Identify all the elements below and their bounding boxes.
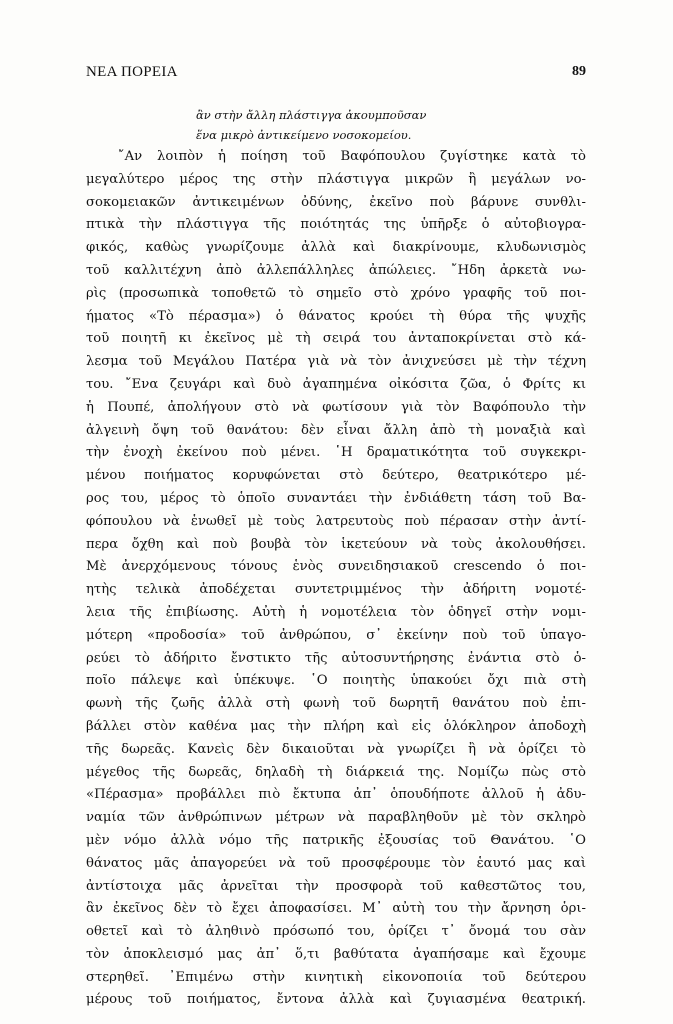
running-title: ΝΕΑ ΠΟΡΕΙΑ [86, 64, 178, 80]
text-line: περα ὄχθη καὶ ποὺ βουβὰ τὸν ἱκετεύουν νὰ τοὺς ἀκολουθήσει. [86, 536, 586, 552]
text-line: μεγαλύτερο μέρος της στὴν πλάστιγγα μικρῶν ἢ μεγάλων νο- [86, 171, 586, 187]
text-line: Μὲ ἀνερχόμενους τόνους ἑνὸς συνειδησιακοῦ crescendo ὁ ποι- [86, 559, 586, 575]
text-line: ήματος «Τὸ πέρασμα») ὁ θάνατος κρούει τὴ θύρα τῆς ψυχῆς [86, 308, 586, 324]
epigraph [196, 105, 516, 145]
text-line: ἂν ἐκεῖνος δὲν τὸ ἔχει ἀποφασίσει. Μ᾿ αὐτὴ του τὴν ἄρνηση ὁρι- [86, 901, 586, 917]
text-line: ρεύει τὸ ἀδήριτο ἔνστικτο τῆς αὐτοσυντήρησης ἐνάντια στὸ ὁ- [86, 650, 586, 666]
text-line: ἡ Πουπέ, ἀπολήγουν στὸ νὰ φωτίσουν γιὰ τὸν Βαφόπουλο τὴν [86, 399, 586, 415]
text-line: τὴν ἐνοχὴ ἐκείνου ποὺ μένει. ῾Η δραματικότητα τοῦ συγκεκρι- [86, 445, 586, 461]
text-line: ρὶς (προσωπικὰ τοποθετῶ τὸ σημεῖο στὸ χρόνο γραφῆς τοῦ ποι- [86, 285, 586, 301]
text-line: ποῖο πάλεψε καὶ ὑπέκυψε. ῾Ο ποιητὴς ὑπακούει ὄχι πιὰ στὴ [86, 673, 586, 689]
text-line: λεια τῆς ἐπιβίωσης. Αὐτὴ ἡ νομοτέλεια τὸν ὁδηγεῖ στὴν νομι- [86, 604, 586, 620]
text-line: θάνατος μᾶς ἀπαγορεύει νὰ τοῦ προσφέρουμε τὸν ἑαυτό μας καὶ [86, 855, 586, 871]
text-line: στερηθεῖ. ᾿Επιμένω στὴν κινητικὴ εἰκονοποιία τοῦ δεύτερου [86, 969, 586, 985]
epigraph-line: ἂν στὴν ἄλλη πλάστιγγα ἀκουμποῦσαν [196, 108, 427, 122]
text-line: πτικὰ τὴν πλάστιγγα τῆς ποιότητάς της ὑπῆρξε ὁ αὐτοβιογρα- [86, 217, 586, 233]
body-paragraph [86, 146, 586, 1012]
text-line: τοῦ καλλιτέχνη ἀπὸ ἀλλεπάλληλες ἀπώλειες. ῎Ηδη ἀρκετὰ νω- [86, 262, 586, 278]
text-line: «Πέρασμα» προβάλλει πιὸ ἔκτυπα ἀπ᾿ ὁπουδήποτε ἀλλοῦ ἡ ἀδυ- [86, 787, 586, 803]
text-line: μέρους τοῦ ποιήματος, ἔντονα ἀλλὰ καὶ ζυγιασμένα θεατρική. [86, 992, 586, 1008]
text-line: τοῦ ποιητῆ κι ἐκεῖνος μὲ τὴ σειρά του ἀνταποκρίνεται στὸ κά- [86, 331, 586, 347]
text-line: ἀντίστοιχα μᾶς ἀρνεῖται τὴν προσφορὰ τοῦ καθεστῶτος του, [86, 878, 586, 894]
text-line: σοκομειακῶν ἀντικειμένων ὀδύνης, ἐκεῖνο ποὺ βάρυνε συνθλι- [86, 194, 586, 210]
text-line: μέγεθος τῆς δωρεᾶς, δηλαδὴ τὴ διάρκειά της. Νομίζω πὼς στὸ [86, 764, 586, 780]
text-line: βάλλει στὸν καθένα μας τὴν πλήρη καὶ εἰς ὁλόκληρον ἀποδοχὴ [86, 718, 586, 734]
text-line: ἀλγεινὴ ὄψη τοῦ θανάτου: δὲν εἶναι ἄλλη ἀπὸ τὴ μοναξιὰ καὶ [86, 422, 586, 438]
text-line: μὲν νόμο ἀλλὰ νόμο τῆς πατρικῆς ἐξουσίας τοῦ Θανάτου. ῾Ο [86, 832, 586, 848]
text-line: ῎Αν λοιπὸν ἡ ποίηση τοῦ Βαφόπουλου ζυγίστηκε κατὰ τὸ [118, 149, 586, 164]
text-line: μένου ποιήματος κορυφώνεται στὸ δεύτερο, θεατρικότερο μέ- [86, 468, 586, 484]
text-line: φωνὴ τῆς ζωῆς ἀλλὰ στὴ φωνὴ τοῦ δωρητῆ θανάτου ποὺ ἐπι- [86, 696, 586, 712]
text-line: του. ῎Ενα ζευγάρι καὶ δυὸ ἀγαπημένα οἰκόσιτα ζῶα, ὁ Φρίτς κι [86, 376, 586, 392]
text-line: μότερη «προδοσία» τοῦ ἀνθρώπου, σ᾿ ἐκείνην ποὺ τοῦ ὑπαγο- [86, 627, 586, 643]
page-number: 89 [572, 64, 586, 79]
epigraph-line: ἕνα μικρὸ ἀντικείμενο νοσοκομείου. [196, 128, 412, 142]
text-line: τὸν ἀποκλεισμό μας ἀπ᾿ ὅ,τι βαθύτατα ἀγαπήσαμε καὶ ἔχουμε [86, 946, 586, 962]
text-line: φικός, καθὼς γνωρίζουμε ἀλλὰ καὶ διακρίνουμε, κλυδωνισμὸς [86, 240, 586, 256]
text-line: ητὴς τελικὰ ἀποδέχεται συντετριμμένος τὴν ἀδήριτη νομοτέ- [86, 582, 586, 598]
page-header [86, 64, 586, 84]
text-line: ρος του, μέρος τὸ ὁποῖο συναντάει τὴν ἐνδιάθετη τάση τοῦ Βα- [86, 490, 586, 506]
text-line: φόπουλου νὰ ἑνωθεῖ μὲ τοὺς λατρευτοὺς ποὺ πέρασαν στὴν ἀντί- [86, 513, 586, 529]
text-line: ναμία τῶν ἀνθρώπινων μέτρων νὰ παραβληθοῦν μὲ τὸν σκληρὸ [86, 810, 586, 826]
text-line: λεσμα τοῦ Μεγάλου Πατέρα γιὰ νὰ τὸν ἀνιχνεύσει μὲ τὴν τέχνη [86, 354, 586, 370]
text-line: οθετεῖ καὶ τὸ ἀληθινὸ πρόσωπό του, ὁρίζει τ᾿ ὄνομά του σὰν [86, 924, 586, 940]
text-line: τῆς δωρεᾶς. Κανεὶς δὲν δικαιοῦται νὰ γνωρίζει ἢ νὰ ὁρίζει τὸ [86, 741, 586, 757]
